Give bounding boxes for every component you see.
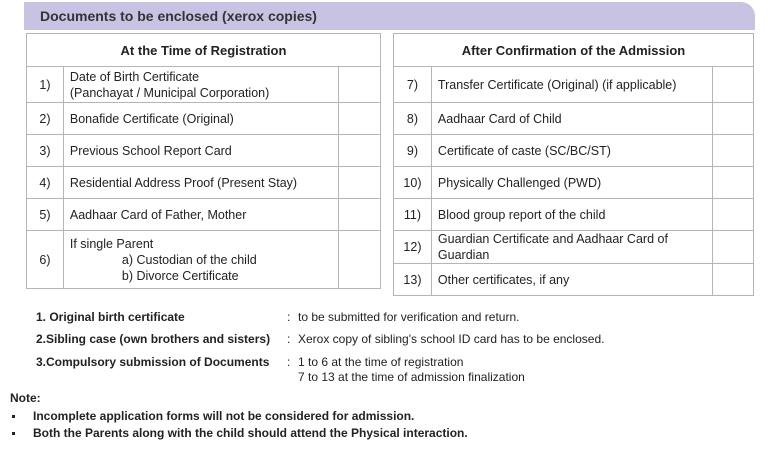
document-line: a) Custodian of the child [121, 252, 257, 267]
checkbox-cell[interactable] [713, 199, 754, 231]
instruction-label: 3.Compulsory submission of Documents [36, 355, 270, 369]
checkbox-cell[interactable] [339, 199, 381, 231]
table-row [27, 103, 381, 135]
table-row [394, 231, 754, 264]
table-row [27, 199, 381, 231]
document-name [63, 103, 338, 135]
document-name: Guardian Certificate and Aadhaar Card of Guardian [431, 231, 712, 264]
checkbox-cell[interactable] [713, 67, 754, 103]
item-number: 12) [394, 231, 432, 264]
document-line: Bonafide Certificate (Original) [69, 111, 234, 126]
item-number: 5) [27, 199, 64, 231]
checkbox-cell[interactable] [713, 103, 754, 135]
item-number: 8) [394, 103, 432, 135]
table-row [27, 135, 381, 167]
note-item [12, 426, 468, 440]
instruction-value-line: 1 to 6 at the time of registration [298, 355, 464, 369]
item-number: 10) [394, 167, 432, 199]
bullet-icon [12, 415, 15, 418]
document-line: Residential Address Proof (Present Stay) [69, 175, 298, 190]
item-number: 2) [27, 103, 64, 135]
checkbox-cell[interactable] [339, 167, 381, 199]
document-name [63, 231, 338, 289]
instruction-label: 2.Sibling case (own brothers and sisters) [36, 332, 271, 346]
instruction-label: 1. Original birth certificate [36, 310, 185, 324]
section-header [24, 2, 755, 30]
table-row [27, 167, 381, 199]
instruction-row [36, 310, 520, 324]
note-title: Note: [10, 391, 41, 405]
item-number: 3) [27, 135, 64, 167]
table-row [394, 103, 754, 135]
checkbox-cell[interactable] [339, 103, 381, 135]
registration-heading: At the Time of Registration [27, 34, 381, 67]
bullet-icon [12, 432, 15, 435]
checkbox-cell[interactable] [339, 67, 381, 103]
note-text: Both the Parents along with the child should attend the Physical interaction. [33, 426, 468, 440]
document-name: Blood group report of the child [431, 199, 712, 231]
document-line: If single Parent [69, 236, 154, 251]
document-name: Other certificates, if any [431, 264, 712, 296]
checkbox-cell[interactable] [713, 264, 754, 296]
document-name: Physically Challenged (PWD) [431, 167, 712, 199]
instruction-colon: : [287, 310, 291, 324]
document-line: Date of Birth Certificate [69, 69, 200, 84]
checkbox-cell[interactable] [339, 231, 381, 289]
instruction-value [298, 310, 519, 325]
instruction-colon: : [287, 332, 291, 346]
item-number: 4) [27, 167, 64, 199]
document-name: Transfer Certificate (Original) (if applicable) [431, 67, 712, 103]
document-name: Certificate of caste (SC/BC/ST) [431, 135, 712, 167]
table-row [394, 199, 754, 231]
document-line: b) Divorce Certificate [121, 268, 239, 283]
document-name [63, 135, 338, 167]
table-row [394, 167, 754, 199]
admission-heading: After Confirmation of the Admission [394, 34, 754, 67]
registration-documents-table [26, 33, 381, 289]
checkbox-cell[interactable] [339, 135, 381, 167]
document-line: (Panchayat / Municipal Corporation) [69, 85, 270, 100]
instruction-value-line: Xerox copy of sibling's school ID card has to be enclosed. [298, 332, 605, 346]
item-number: 1) [27, 67, 64, 103]
instruction-colon: : [287, 355, 291, 369]
item-number: 7) [394, 67, 432, 103]
document-name [63, 167, 338, 199]
checkbox-cell[interactable] [713, 135, 754, 167]
instruction-row [36, 355, 525, 384]
item-number: 13) [394, 264, 432, 296]
note-item [12, 409, 414, 423]
document-line: Aadhaar Card of Father, Mother [69, 207, 247, 222]
table-row [27, 67, 381, 103]
instruction-value-line: to be submitted for verification and return. [298, 310, 520, 324]
instruction-value-line: 7 to 13 at the time of admission finalization [298, 370, 525, 384]
item-number: 9) [394, 135, 432, 167]
document-name [63, 67, 338, 103]
document-name [63, 199, 338, 231]
checkbox-cell[interactable] [713, 167, 754, 199]
table-row [27, 231, 381, 289]
item-number: 11) [394, 199, 432, 231]
instruction-value [298, 332, 604, 347]
table-row [394, 264, 754, 296]
instruction-row [36, 332, 605, 346]
section-title: Documents to be enclosed (xerox copies) [40, 8, 317, 24]
checkbox-cell[interactable] [713, 231, 754, 264]
table-row [394, 135, 754, 167]
instruction-value [298, 355, 525, 385]
table-row [394, 67, 754, 103]
admission-documents-table [393, 33, 754, 296]
item-number: 6) [27, 231, 64, 289]
document-line: Previous School Report Card [69, 143, 232, 158]
note-text: Incomplete application forms will not be considered for admission. [33, 409, 415, 423]
document-name: Aadhaar Card of Child [431, 103, 712, 135]
